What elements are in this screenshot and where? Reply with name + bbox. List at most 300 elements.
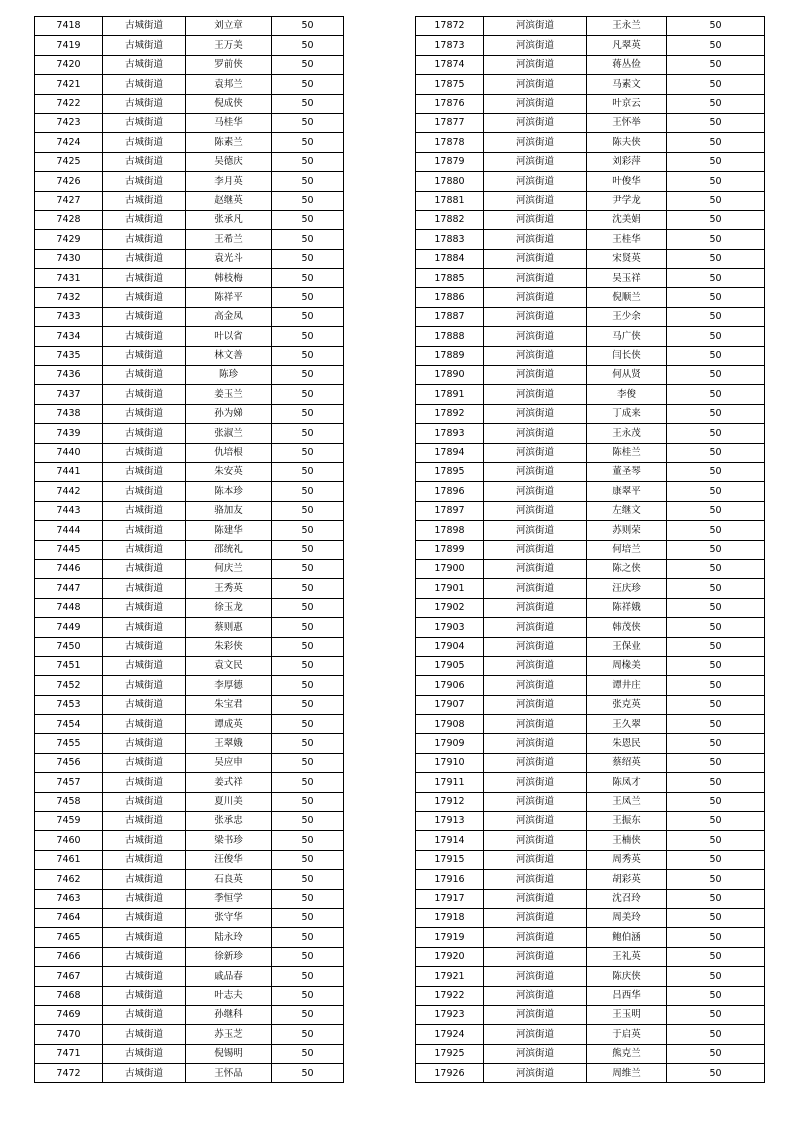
name-cell: 吴应申 — [186, 753, 272, 772]
table-row — [35, 656, 344, 675]
name-cell: 陈祥娥 — [587, 598, 667, 617]
street-cell: 河滨街道 — [484, 812, 587, 831]
street-cell: 河滨街道 — [484, 94, 587, 113]
street-cell: 古城街道 — [103, 908, 186, 927]
table-row — [35, 482, 344, 501]
record-number-cell: 17917 — [416, 889, 484, 908]
amount-cell: 50 — [667, 17, 765, 36]
amount-cell: 50 — [272, 288, 344, 307]
record-number-cell: 17888 — [416, 327, 484, 346]
record-number-cell: 7469 — [35, 1005, 103, 1024]
street-cell: 古城街道 — [103, 288, 186, 307]
amount-cell: 50 — [667, 172, 765, 191]
table-row — [416, 249, 765, 268]
name-cell: 王怀品 — [186, 1064, 272, 1083]
street-cell: 河滨街道 — [484, 695, 587, 714]
record-number-cell: 7453 — [35, 695, 103, 714]
amount-cell: 50 — [272, 191, 344, 210]
amount-cell: 50 — [667, 346, 765, 365]
street-cell: 河滨街道 — [484, 36, 587, 55]
name-cell: 王万美 — [186, 36, 272, 55]
street-cell: 古城街道 — [103, 773, 186, 792]
table-row — [35, 618, 344, 637]
name-cell: 左继文 — [587, 501, 667, 520]
name-cell: 王永茂 — [587, 424, 667, 443]
amount-cell: 50 — [667, 792, 765, 811]
name-cell: 周美玲 — [587, 908, 667, 927]
table-row — [35, 230, 344, 249]
record-number-cell: 7454 — [35, 715, 103, 734]
table-row — [416, 521, 765, 540]
amount-cell: 50 — [272, 443, 344, 462]
record-number-cell: 17913 — [416, 812, 484, 831]
table-row — [35, 676, 344, 695]
amount-cell: 50 — [667, 540, 765, 559]
left-roster-table — [34, 16, 344, 1083]
street-cell: 河滨街道 — [484, 598, 587, 617]
amount-cell: 50 — [667, 715, 765, 734]
street-cell: 古城街道 — [103, 812, 186, 831]
table-row — [416, 947, 765, 966]
record-number-cell: 17872 — [416, 17, 484, 36]
amount-cell: 50 — [272, 521, 344, 540]
table-row — [35, 598, 344, 617]
amount-cell: 50 — [667, 521, 765, 540]
street-cell: 古城街道 — [103, 850, 186, 869]
name-cell: 张承凡 — [186, 210, 272, 229]
name-cell: 谭成英 — [186, 715, 272, 734]
name-cell: 孙为娣 — [186, 404, 272, 423]
record-number-cell: 17890 — [416, 366, 484, 385]
amount-cell: 50 — [272, 17, 344, 36]
amount-cell: 50 — [272, 75, 344, 94]
record-number-cell: 17920 — [416, 947, 484, 966]
record-number-cell: 7449 — [35, 618, 103, 637]
name-cell: 吴玉祥 — [587, 269, 667, 288]
name-cell: 吕西华 — [587, 986, 667, 1005]
record-number-cell: 17926 — [416, 1064, 484, 1083]
street-cell: 河滨街道 — [484, 210, 587, 229]
table-row — [35, 1025, 344, 1044]
table-row — [416, 230, 765, 249]
street-cell: 河滨街道 — [484, 889, 587, 908]
street-cell: 河滨街道 — [484, 676, 587, 695]
name-cell: 董圣琴 — [587, 462, 667, 481]
amount-cell: 50 — [667, 618, 765, 637]
street-cell: 河滨街道 — [484, 269, 587, 288]
name-cell: 陆永玲 — [186, 928, 272, 947]
name-cell: 王振东 — [587, 812, 667, 831]
table-row — [35, 172, 344, 191]
record-number-cell: 7420 — [35, 55, 103, 74]
amount-cell: 50 — [272, 908, 344, 927]
street-cell: 河滨街道 — [484, 230, 587, 249]
name-cell: 王秀英 — [186, 579, 272, 598]
record-number-cell: 17924 — [416, 1025, 484, 1044]
table-row — [416, 1005, 765, 1024]
amount-cell: 50 — [272, 385, 344, 404]
table-row — [35, 404, 344, 423]
record-number-cell: 17918 — [416, 908, 484, 927]
record-number-cell: 7450 — [35, 637, 103, 656]
street-cell: 河滨街道 — [484, 75, 587, 94]
street-cell: 古城街道 — [103, 385, 186, 404]
record-number-cell: 7472 — [35, 1064, 103, 1083]
name-cell: 李俊 — [587, 385, 667, 404]
street-cell: 古城街道 — [103, 424, 186, 443]
name-cell: 袁光斗 — [186, 249, 272, 268]
amount-cell: 50 — [667, 385, 765, 404]
street-cell: 古城街道 — [103, 656, 186, 675]
name-cell: 陈夫侠 — [587, 133, 667, 152]
name-cell: 石良英 — [186, 870, 272, 889]
record-number-cell: 17907 — [416, 695, 484, 714]
amount-cell: 50 — [272, 133, 344, 152]
record-number-cell: 7471 — [35, 1044, 103, 1063]
table-row — [416, 559, 765, 578]
street-cell: 古城街道 — [103, 133, 186, 152]
table-row — [416, 366, 765, 385]
table-row — [35, 501, 344, 520]
street-cell: 河滨街道 — [484, 482, 587, 501]
record-number-cell: 7464 — [35, 908, 103, 927]
name-cell: 徐新珍 — [186, 947, 272, 966]
record-number-cell: 7427 — [35, 191, 103, 210]
street-cell: 古城街道 — [103, 501, 186, 520]
table-row — [416, 385, 765, 404]
amount-cell: 50 — [667, 152, 765, 171]
amount-cell: 50 — [272, 249, 344, 268]
table-row — [35, 327, 344, 346]
amount-cell: 50 — [667, 947, 765, 966]
amount-cell: 50 — [272, 967, 344, 986]
record-number-cell: 17904 — [416, 637, 484, 656]
street-cell: 古城街道 — [103, 598, 186, 617]
table-row — [416, 443, 765, 462]
record-number-cell: 17898 — [416, 521, 484, 540]
street-cell: 古城街道 — [103, 172, 186, 191]
street-cell: 古城街道 — [103, 55, 186, 74]
amount-cell: 50 — [272, 715, 344, 734]
street-cell: 河滨街道 — [484, 346, 587, 365]
amount-cell: 50 — [667, 967, 765, 986]
amount-cell: 50 — [667, 734, 765, 753]
amount-cell: 50 — [272, 269, 344, 288]
amount-cell: 50 — [272, 656, 344, 675]
name-cell: 赵继英 — [186, 191, 272, 210]
record-number-cell: 7418 — [35, 17, 103, 36]
name-cell: 朱宝君 — [186, 695, 272, 714]
table-row — [35, 986, 344, 1005]
name-cell: 季恒学 — [186, 889, 272, 908]
record-number-cell: 17884 — [416, 249, 484, 268]
name-cell: 陈建华 — [186, 521, 272, 540]
street-cell: 古城街道 — [103, 327, 186, 346]
amount-cell: 50 — [667, 889, 765, 908]
record-number-cell: 7426 — [35, 172, 103, 191]
record-number-cell: 7456 — [35, 753, 103, 772]
street-cell: 古城街道 — [103, 579, 186, 598]
street-cell: 古城街道 — [103, 249, 186, 268]
name-cell: 马桂华 — [186, 113, 272, 132]
record-number-cell: 7438 — [35, 404, 103, 423]
record-number-cell: 7430 — [35, 249, 103, 268]
street-cell: 河滨街道 — [484, 753, 587, 772]
record-number-cell: 17880 — [416, 172, 484, 191]
amount-cell: 50 — [272, 327, 344, 346]
table-row — [35, 385, 344, 404]
amount-cell: 50 — [272, 501, 344, 520]
street-cell: 河滨街道 — [484, 1025, 587, 1044]
street-cell: 古城街道 — [103, 947, 186, 966]
street-cell: 古城街道 — [103, 462, 186, 481]
table-row — [416, 870, 765, 889]
street-cell: 古城街道 — [103, 521, 186, 540]
amount-cell: 50 — [272, 152, 344, 171]
name-cell: 姜玉兰 — [186, 385, 272, 404]
amount-cell: 50 — [667, 210, 765, 229]
table-row — [35, 36, 344, 55]
table-row — [35, 947, 344, 966]
record-number-cell: 17923 — [416, 1005, 484, 1024]
amount-cell: 50 — [667, 307, 765, 326]
amount-cell: 50 — [272, 850, 344, 869]
record-number-cell: 17902 — [416, 598, 484, 617]
amount-cell: 50 — [667, 424, 765, 443]
name-cell: 陈珍 — [186, 366, 272, 385]
amount-cell: 50 — [272, 462, 344, 481]
table-row — [35, 734, 344, 753]
name-cell: 孙继科 — [186, 1005, 272, 1024]
amount-cell: 50 — [272, 812, 344, 831]
name-cell: 王桂华 — [587, 230, 667, 249]
record-number-cell: 17892 — [416, 404, 484, 423]
table-row — [35, 1005, 344, 1024]
street-cell: 古城街道 — [103, 346, 186, 365]
amount-cell: 50 — [667, 773, 765, 792]
name-cell: 马素文 — [587, 75, 667, 94]
name-cell: 夏川美 — [186, 792, 272, 811]
record-number-cell: 17893 — [416, 424, 484, 443]
amount-cell: 50 — [272, 986, 344, 1005]
amount-cell: 50 — [272, 307, 344, 326]
amount-cell: 50 — [667, 676, 765, 695]
record-number-cell: 7459 — [35, 812, 103, 831]
table-row — [416, 17, 765, 36]
name-cell: 张克英 — [587, 695, 667, 714]
amount-cell: 50 — [667, 656, 765, 675]
table-row — [35, 191, 344, 210]
name-cell: 王永兰 — [587, 17, 667, 36]
street-cell: 河滨街道 — [484, 327, 587, 346]
amount-cell: 50 — [667, 133, 765, 152]
record-number-cell: 7429 — [35, 230, 103, 249]
name-cell: 汪俊华 — [186, 850, 272, 869]
street-cell: 河滨街道 — [484, 792, 587, 811]
record-number-cell: 7439 — [35, 424, 103, 443]
record-number-cell: 17891 — [416, 385, 484, 404]
table-row — [416, 715, 765, 734]
record-number-cell: 7458 — [35, 792, 103, 811]
street-cell: 古城街道 — [103, 928, 186, 947]
record-number-cell: 17894 — [416, 443, 484, 462]
record-number-cell: 17905 — [416, 656, 484, 675]
table-row — [35, 792, 344, 811]
name-cell: 苏则荣 — [587, 521, 667, 540]
name-cell: 康翠平 — [587, 482, 667, 501]
amount-cell: 50 — [667, 230, 765, 249]
right-roster-table — [415, 16, 765, 1083]
name-cell: 王保业 — [587, 637, 667, 656]
table-row — [416, 424, 765, 443]
name-cell: 骆加友 — [186, 501, 272, 520]
name-cell: 闫长侠 — [587, 346, 667, 365]
name-cell: 苏玉芝 — [186, 1025, 272, 1044]
table-row — [416, 55, 765, 74]
street-cell: 古城街道 — [103, 482, 186, 501]
street-cell: 古城街道 — [103, 1044, 186, 1063]
amount-cell: 50 — [667, 1005, 765, 1024]
table-row — [416, 967, 765, 986]
table-row — [35, 773, 344, 792]
street-cell: 河滨街道 — [484, 540, 587, 559]
name-cell: 王凤兰 — [587, 792, 667, 811]
amount-cell: 50 — [272, 598, 344, 617]
name-cell: 吴德庆 — [186, 152, 272, 171]
street-cell: 河滨街道 — [484, 133, 587, 152]
record-number-cell: 17879 — [416, 152, 484, 171]
street-cell: 河滨街道 — [484, 55, 587, 74]
record-number-cell: 17899 — [416, 540, 484, 559]
name-cell: 陈桂兰 — [587, 443, 667, 462]
table-row — [416, 540, 765, 559]
record-number-cell: 7442 — [35, 482, 103, 501]
street-cell: 古城街道 — [103, 75, 186, 94]
street-cell: 河滨街道 — [484, 908, 587, 927]
name-cell: 王楠侠 — [587, 831, 667, 850]
amount-cell: 50 — [272, 637, 344, 656]
table-row — [35, 269, 344, 288]
name-cell: 李月英 — [186, 172, 272, 191]
record-number-cell: 17922 — [416, 986, 484, 1005]
street-cell: 河滨街道 — [484, 152, 587, 171]
name-cell: 鲍伯涵 — [587, 928, 667, 947]
table-row — [416, 94, 765, 113]
street-cell: 河滨街道 — [484, 191, 587, 210]
street-cell: 古城街道 — [103, 404, 186, 423]
name-cell: 朱彩侠 — [186, 637, 272, 656]
amount-cell: 50 — [667, 501, 765, 520]
name-cell: 仇培根 — [186, 443, 272, 462]
street-cell: 古城街道 — [103, 230, 186, 249]
name-cell: 王礼英 — [587, 947, 667, 966]
record-number-cell: 17921 — [416, 967, 484, 986]
table-row — [35, 908, 344, 927]
name-cell: 倪顺兰 — [587, 288, 667, 307]
street-cell: 河滨街道 — [484, 366, 587, 385]
table-row — [35, 715, 344, 734]
name-cell: 倪成侠 — [186, 94, 272, 113]
record-number-cell: 17897 — [416, 501, 484, 520]
table-row — [35, 75, 344, 94]
record-number-cell: 17881 — [416, 191, 484, 210]
table-row — [35, 17, 344, 36]
amount-cell: 50 — [272, 792, 344, 811]
amount-cell: 50 — [667, 443, 765, 462]
street-cell: 古城街道 — [103, 443, 186, 462]
record-number-cell: 7423 — [35, 113, 103, 132]
table-row — [35, 307, 344, 326]
name-cell: 沈美娟 — [587, 210, 667, 229]
name-cell: 徐玉龙 — [186, 598, 272, 617]
name-cell: 陈凤才 — [587, 773, 667, 792]
table-row — [416, 482, 765, 501]
table-row — [35, 637, 344, 656]
record-number-cell: 7428 — [35, 210, 103, 229]
record-number-cell: 17874 — [416, 55, 484, 74]
amount-cell: 50 — [272, 831, 344, 850]
record-number-cell: 17903 — [416, 618, 484, 637]
street-cell: 古城街道 — [103, 792, 186, 811]
record-number-cell: 17906 — [416, 676, 484, 695]
amount-cell: 50 — [272, 172, 344, 191]
name-cell: 李厚德 — [186, 676, 272, 695]
amount-cell: 50 — [667, 327, 765, 346]
record-number-cell: 17919 — [416, 928, 484, 947]
street-cell: 古城街道 — [103, 889, 186, 908]
street-cell: 古城街道 — [103, 17, 186, 36]
record-number-cell: 7463 — [35, 889, 103, 908]
table-row — [416, 346, 765, 365]
street-cell: 河滨街道 — [484, 288, 587, 307]
amount-cell: 50 — [272, 540, 344, 559]
record-number-cell: 17883 — [416, 230, 484, 249]
amount-cell: 50 — [272, 947, 344, 966]
name-cell: 周秀英 — [587, 850, 667, 869]
table-row — [416, 288, 765, 307]
name-cell: 于启英 — [587, 1025, 667, 1044]
table-row — [416, 75, 765, 94]
street-cell: 河滨街道 — [484, 947, 587, 966]
name-cell: 韩枝梅 — [186, 269, 272, 288]
name-cell: 袁邦兰 — [186, 75, 272, 94]
name-cell: 陈祥平 — [186, 288, 272, 307]
record-number-cell: 7448 — [35, 598, 103, 617]
name-cell: 朱恩民 — [587, 734, 667, 753]
amount-cell: 50 — [272, 618, 344, 637]
record-number-cell: 7441 — [35, 462, 103, 481]
table-row — [35, 559, 344, 578]
amount-cell: 50 — [667, 36, 765, 55]
table-row — [35, 346, 344, 365]
record-number-cell: 7461 — [35, 850, 103, 869]
amount-cell: 50 — [272, 889, 344, 908]
amount-cell: 50 — [667, 579, 765, 598]
street-cell: 古城街道 — [103, 540, 186, 559]
name-cell: 姜式祥 — [186, 773, 272, 792]
street-cell: 河滨街道 — [484, 928, 587, 947]
amount-cell: 50 — [667, 249, 765, 268]
table-row — [416, 695, 765, 714]
record-number-cell: 7445 — [35, 540, 103, 559]
table-row — [416, 501, 765, 520]
name-cell: 张守华 — [186, 908, 272, 927]
street-cell: 河滨街道 — [484, 17, 587, 36]
record-number-cell: 17877 — [416, 113, 484, 132]
street-cell: 河滨街道 — [484, 967, 587, 986]
name-cell: 丁成来 — [587, 404, 667, 423]
table-row — [416, 850, 765, 869]
